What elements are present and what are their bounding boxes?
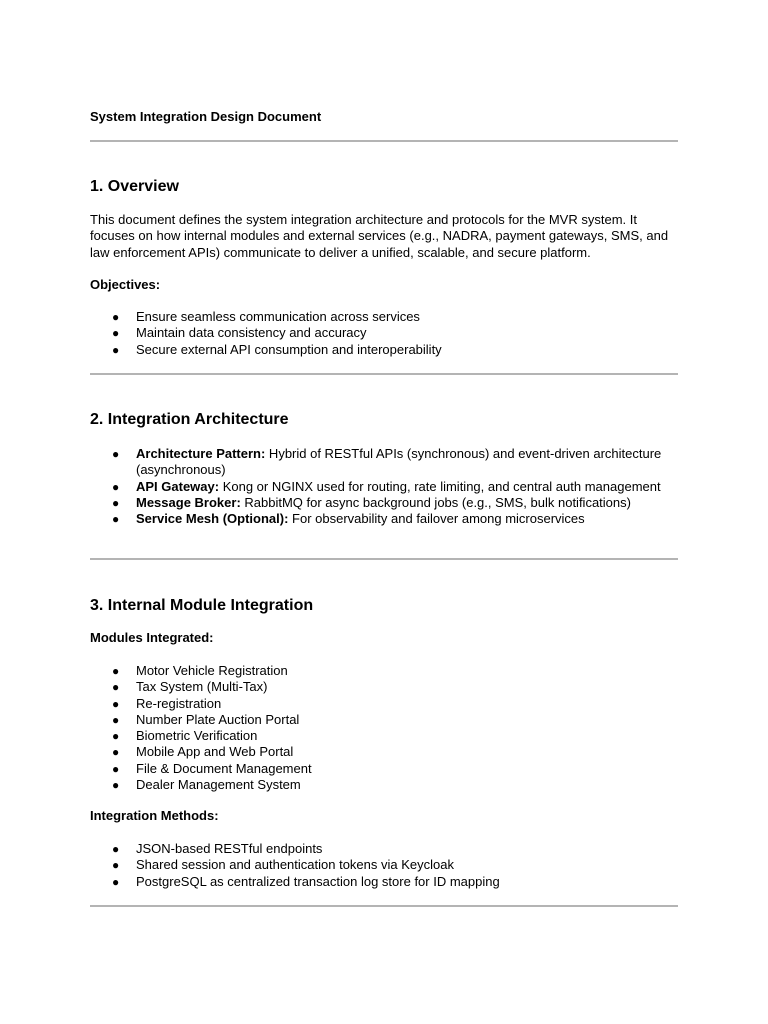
bullet-icon: ●: [112, 712, 120, 727]
divider: [90, 558, 678, 560]
list-item: ● Maintain data consistency and accuracy: [112, 325, 367, 341]
list-item: ● PostgreSQL as centralized transaction log store for ID mapping: [112, 873, 500, 889]
divider: [90, 140, 678, 142]
list-item: [90, 446, 676, 479]
section-heading-architecture: 2. Integration Architecture: [90, 411, 289, 428]
bullet-icon: ●: [112, 310, 120, 324]
bullet-icon: ●: [112, 495, 120, 510]
bullet-icon: ●: [112, 778, 120, 793]
list-item: ● File & Document Management: [112, 760, 312, 776]
bullet-icon: ●: [112, 342, 120, 357]
modules-list: [90, 663, 678, 793]
methods-list: [90, 841, 678, 890]
list-item: ● Motor Vehicle Registration: [112, 663, 288, 678]
list-item: ● Secure external API consumption and interoperability: [112, 341, 442, 357]
item-lead: Service Mesh (Optional):: [136, 511, 289, 527]
overview-paragraph: This document defines the system integration architecture and protocols for the MVR system. It focuses on how internal modules and external services (e.g., NADRA, payment gateways, SMS, and law enforcement APIs) communicate to deliver a unified, scalable, and secure platform.: [90, 212, 669, 260]
item-lead: API Gateway:: [136, 478, 220, 494]
bullet-icon: ●: [112, 874, 120, 889]
list-item: ● JSON-based RESTful endpoints: [112, 841, 323, 856]
divider: [90, 905, 678, 907]
modules-label: Modules Integrated:: [90, 630, 214, 645]
section-heading-internal: 3. Internal Module Integration: [90, 597, 314, 614]
bullet-icon: ●: [112, 479, 120, 494]
list-item: [90, 495, 676, 511]
item-text: RabbitMQ for async background jobs (e.g., SMS, bulk notifications): [240, 494, 631, 510]
bullet-icon: ●: [112, 512, 120, 527]
bullet-icon: ●: [112, 696, 120, 711]
document-title: System Integration Design Document: [90, 109, 322, 124]
bullet-icon: ●: [112, 447, 120, 461]
list-item: [90, 511, 676, 527]
list-item: [90, 479, 676, 495]
item-text: Hybrid of RESTful APIs (synchronous) and event-driven architecture (asynchronous): [136, 446, 662, 478]
list-item: ● Re-registration: [112, 695, 222, 711]
list-item: ● Tax System (Multi-Tax): [112, 679, 268, 695]
bullet-icon: ●: [112, 761, 120, 776]
list-item: ● Shared session and authentication tokens via Keycloak: [112, 857, 454, 873]
item-text: For observability and failover among microservices: [288, 511, 585, 527]
section-heading-overview: 1. Overview: [90, 178, 179, 195]
list-item: ● Dealer Management System: [112, 777, 301, 793]
list-item: ● Mobile App and Web Portal: [112, 744, 294, 760]
bullet-icon: ●: [112, 680, 120, 695]
list-item: ● Number Plate Auction Portal: [112, 711, 300, 727]
item-lead: Message Broker:: [136, 494, 241, 510]
methods-label: Integration Methods:: [90, 808, 219, 823]
divider: [90, 373, 678, 375]
list-item: ● Biometric Verification: [112, 728, 258, 744]
bullet-icon: ●: [112, 842, 120, 856]
objectives-list: [90, 309, 678, 358]
bullet-icon: ●: [112, 326, 120, 341]
architecture-list: [90, 446, 678, 527]
item-text: Kong or NGINX used for routing, rate limiting, and central auth management: [219, 478, 661, 494]
bullet-icon: ●: [112, 745, 120, 760]
list-item: ● Ensure seamless communication across services: [112, 309, 420, 324]
bullet-icon: ●: [112, 664, 120, 678]
bullet-icon: ●: [112, 858, 120, 873]
bullet-icon: ●: [112, 729, 120, 744]
objectives-label: Objectives:: [90, 277, 161, 292]
item-lead: Architecture Pattern:: [136, 446, 266, 461]
